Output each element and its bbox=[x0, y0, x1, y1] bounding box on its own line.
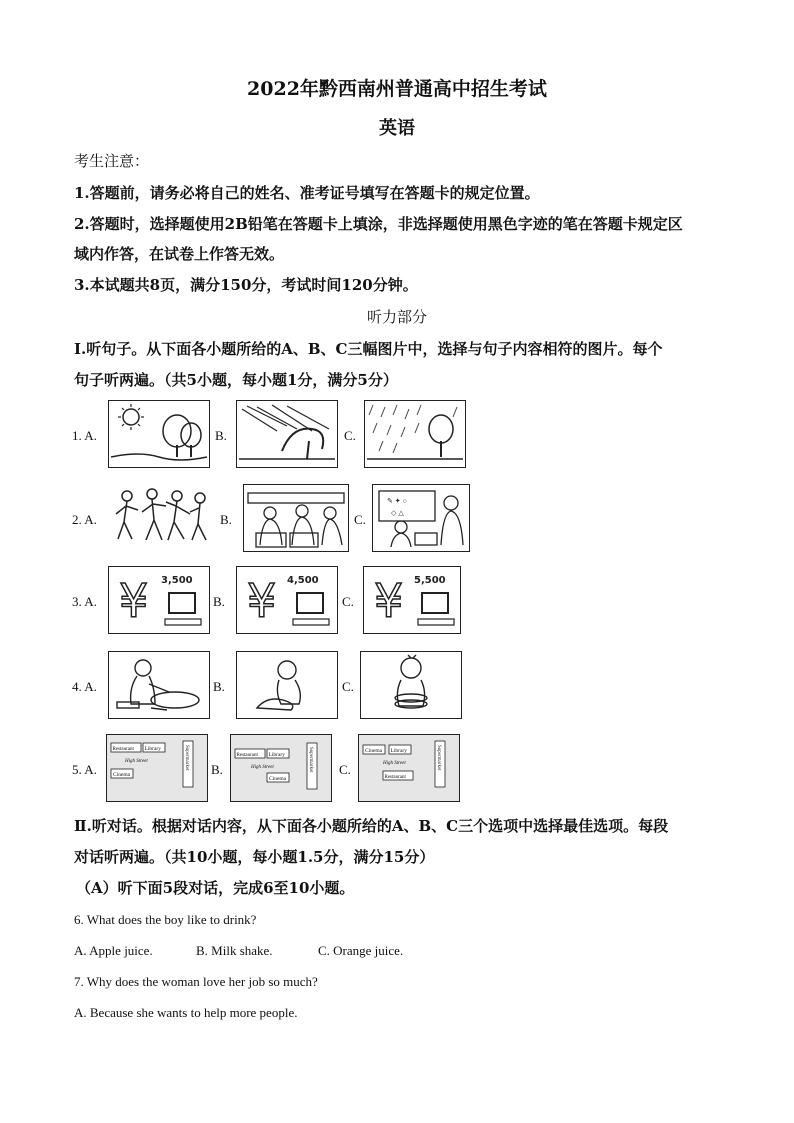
street-map-icon bbox=[107, 735, 207, 801]
q3-picture-b[interactable] bbox=[236, 566, 338, 634]
q4-label-c: C. bbox=[342, 679, 354, 694]
svg-text:Supermarket: Supermarket bbox=[308, 747, 313, 773]
question-3-row bbox=[72, 566, 472, 636]
q4-picture-a-washing[interactable] bbox=[108, 651, 210, 719]
part1-instruction-line-1: Ⅰ.听句子。从下面各小题所给的A、B、C三幅图片中，选择与句子内容相符的图片。每个 bbox=[74, 340, 663, 358]
q2-picture-a-dancing[interactable] bbox=[112, 484, 212, 550]
washing-clothes-icon bbox=[109, 652, 209, 718]
q5-label-a: 5. A. bbox=[72, 762, 97, 777]
svg-text:Supermarket: Supermarket bbox=[436, 745, 441, 771]
rainy-icon bbox=[365, 401, 465, 467]
q6-option-a[interactable]: A. Apple juice. bbox=[74, 943, 153, 958]
question-6: 6. What does the boy like to drink? bbox=[74, 912, 257, 927]
svg-text:High Street: High Street bbox=[125, 759, 148, 764]
svg-text:Cinema: Cinema bbox=[269, 776, 287, 782]
notice-heading: 考生注意： bbox=[74, 152, 150, 170]
question-2-row bbox=[72, 484, 492, 554]
svg-text:Restaurant: Restaurant bbox=[384, 775, 406, 780]
q5-label-c: C. bbox=[339, 762, 351, 777]
q2-label-a: 2. A. bbox=[72, 512, 97, 527]
yuan-symbol: ¥ bbox=[119, 574, 149, 628]
q4-label-b: B. bbox=[213, 679, 225, 694]
q3-label-b: B. bbox=[213, 594, 225, 609]
svg-text:Restaurant: Restaurant bbox=[236, 753, 258, 758]
money-computer-icon bbox=[237, 567, 337, 633]
price-label: 5,500 bbox=[414, 575, 446, 586]
q5-label-b: B. bbox=[211, 762, 223, 777]
yuan-symbol: ¥ bbox=[247, 574, 277, 628]
notice-item-3: 3.本试题共8页，满分150分，考试时间120分钟。 bbox=[74, 276, 418, 294]
svg-text:Restaurant: Restaurant bbox=[112, 747, 134, 752]
cinema-audience-icon bbox=[244, 485, 348, 551]
q5-picture-a-map[interactable] bbox=[106, 734, 208, 802]
question-7: 7. Why does the woman love her job so much? bbox=[74, 974, 318, 989]
price-label: 4,500 bbox=[287, 575, 319, 586]
q7-option-a[interactable]: A. Because she wants to help more people. bbox=[74, 1005, 298, 1020]
exam-title: 2022年黔西南州普通高中招生考试 bbox=[247, 78, 547, 100]
q4-label-a: 4. A. bbox=[72, 679, 97, 694]
sunny-icon bbox=[109, 401, 209, 467]
subject-title: 英语 bbox=[379, 118, 415, 139]
svg-text:High Street: High Street bbox=[383, 761, 406, 766]
part2-instruction-line-1: Ⅱ.听对话。根据对话内容，从下面各小题所给的A、B、C三个选项中选择最佳选项。每段 bbox=[74, 817, 669, 835]
svg-text:Library: Library bbox=[144, 746, 161, 752]
q5-picture-b-map[interactable] bbox=[230, 734, 332, 802]
dancing-people-icon bbox=[112, 484, 212, 550]
listening-heading: 听力部分 bbox=[366, 308, 427, 326]
q6-option-c[interactable]: C. Orange juice. bbox=[318, 943, 404, 958]
q5-picture-c-map[interactable] bbox=[358, 734, 460, 802]
question-5-row bbox=[72, 734, 472, 804]
svg-text:Cinema: Cinema bbox=[113, 772, 131, 778]
svg-text:Cinema: Cinema bbox=[365, 748, 383, 754]
part1-instruction-line-2: 句子听两遍。（共5小题，每小题1分，满分5分） bbox=[74, 371, 398, 389]
part2-instruction-line-2: 对话听两遍。（共10小题，每小题1.5分，满分15分） bbox=[74, 848, 435, 866]
svg-text:Supermarket: Supermarket bbox=[184, 745, 189, 771]
q1-label-b: B. bbox=[215, 428, 227, 443]
q6-option-b[interactable]: B. Milk shake. bbox=[196, 943, 273, 958]
q1-label-a: 1. A. bbox=[72, 428, 97, 443]
notice-item-2-line-2: 域内作答，在试卷上作答无效。 bbox=[74, 245, 285, 263]
svg-text:✎ ✦ ○: ✎ ✦ ○ bbox=[387, 498, 407, 505]
money-computer-icon bbox=[364, 567, 460, 633]
svg-text:◇ △: ◇ △ bbox=[391, 510, 404, 517]
street-map-icon bbox=[231, 735, 331, 801]
svg-text:Library: Library bbox=[390, 748, 407, 754]
q1-picture-b-windy[interactable] bbox=[236, 400, 338, 468]
question-4-row bbox=[72, 651, 472, 721]
cleaning-boy-icon bbox=[237, 652, 337, 718]
windy-icon bbox=[237, 401, 337, 467]
q2-picture-c-classroom[interactable] bbox=[372, 484, 470, 552]
q3-picture-a[interactable] bbox=[108, 566, 210, 634]
q2-label-c: C. bbox=[354, 512, 366, 527]
q1-picture-c-rainy[interactable] bbox=[364, 400, 466, 468]
q4-picture-b-cleaning[interactable] bbox=[236, 651, 338, 719]
section-a-heading: （A）听下面5段对话，完成6至10小题。 bbox=[76, 879, 355, 897]
q4-picture-c-dishes[interactable] bbox=[360, 651, 462, 719]
q3-picture-c[interactable] bbox=[363, 566, 461, 634]
price-label: 3,500 bbox=[161, 575, 193, 586]
q2-picture-b-cinema[interactable] bbox=[243, 484, 349, 552]
notice-item-1: 1.答题前，请务必将自己的姓名、准考证号填写在答题卡的规定位置。 bbox=[74, 184, 540, 202]
street-map-icon bbox=[359, 735, 459, 801]
q3-label-c: C. bbox=[342, 594, 354, 609]
svg-text:Library: Library bbox=[268, 752, 285, 758]
q1-picture-a-sunny[interactable] bbox=[108, 400, 210, 468]
washing-dishes-icon bbox=[361, 652, 461, 718]
notice-item-2-line-1: 2.答题时，选择题使用2B铅笔在答题卡上填涂，非选择题使用黑色字迹的笔在答题卡规定区 bbox=[74, 215, 683, 233]
svg-text:High Street: High Street bbox=[251, 765, 274, 770]
question-1-row bbox=[72, 400, 472, 470]
money-computer-icon bbox=[109, 567, 209, 633]
q1-label-c: C. bbox=[344, 428, 356, 443]
q2-label-b: B. bbox=[220, 512, 232, 527]
yuan-symbol: ¥ bbox=[374, 574, 404, 628]
classroom-icon bbox=[373, 485, 469, 551]
q3-label-a: 3. A. bbox=[72, 594, 97, 609]
